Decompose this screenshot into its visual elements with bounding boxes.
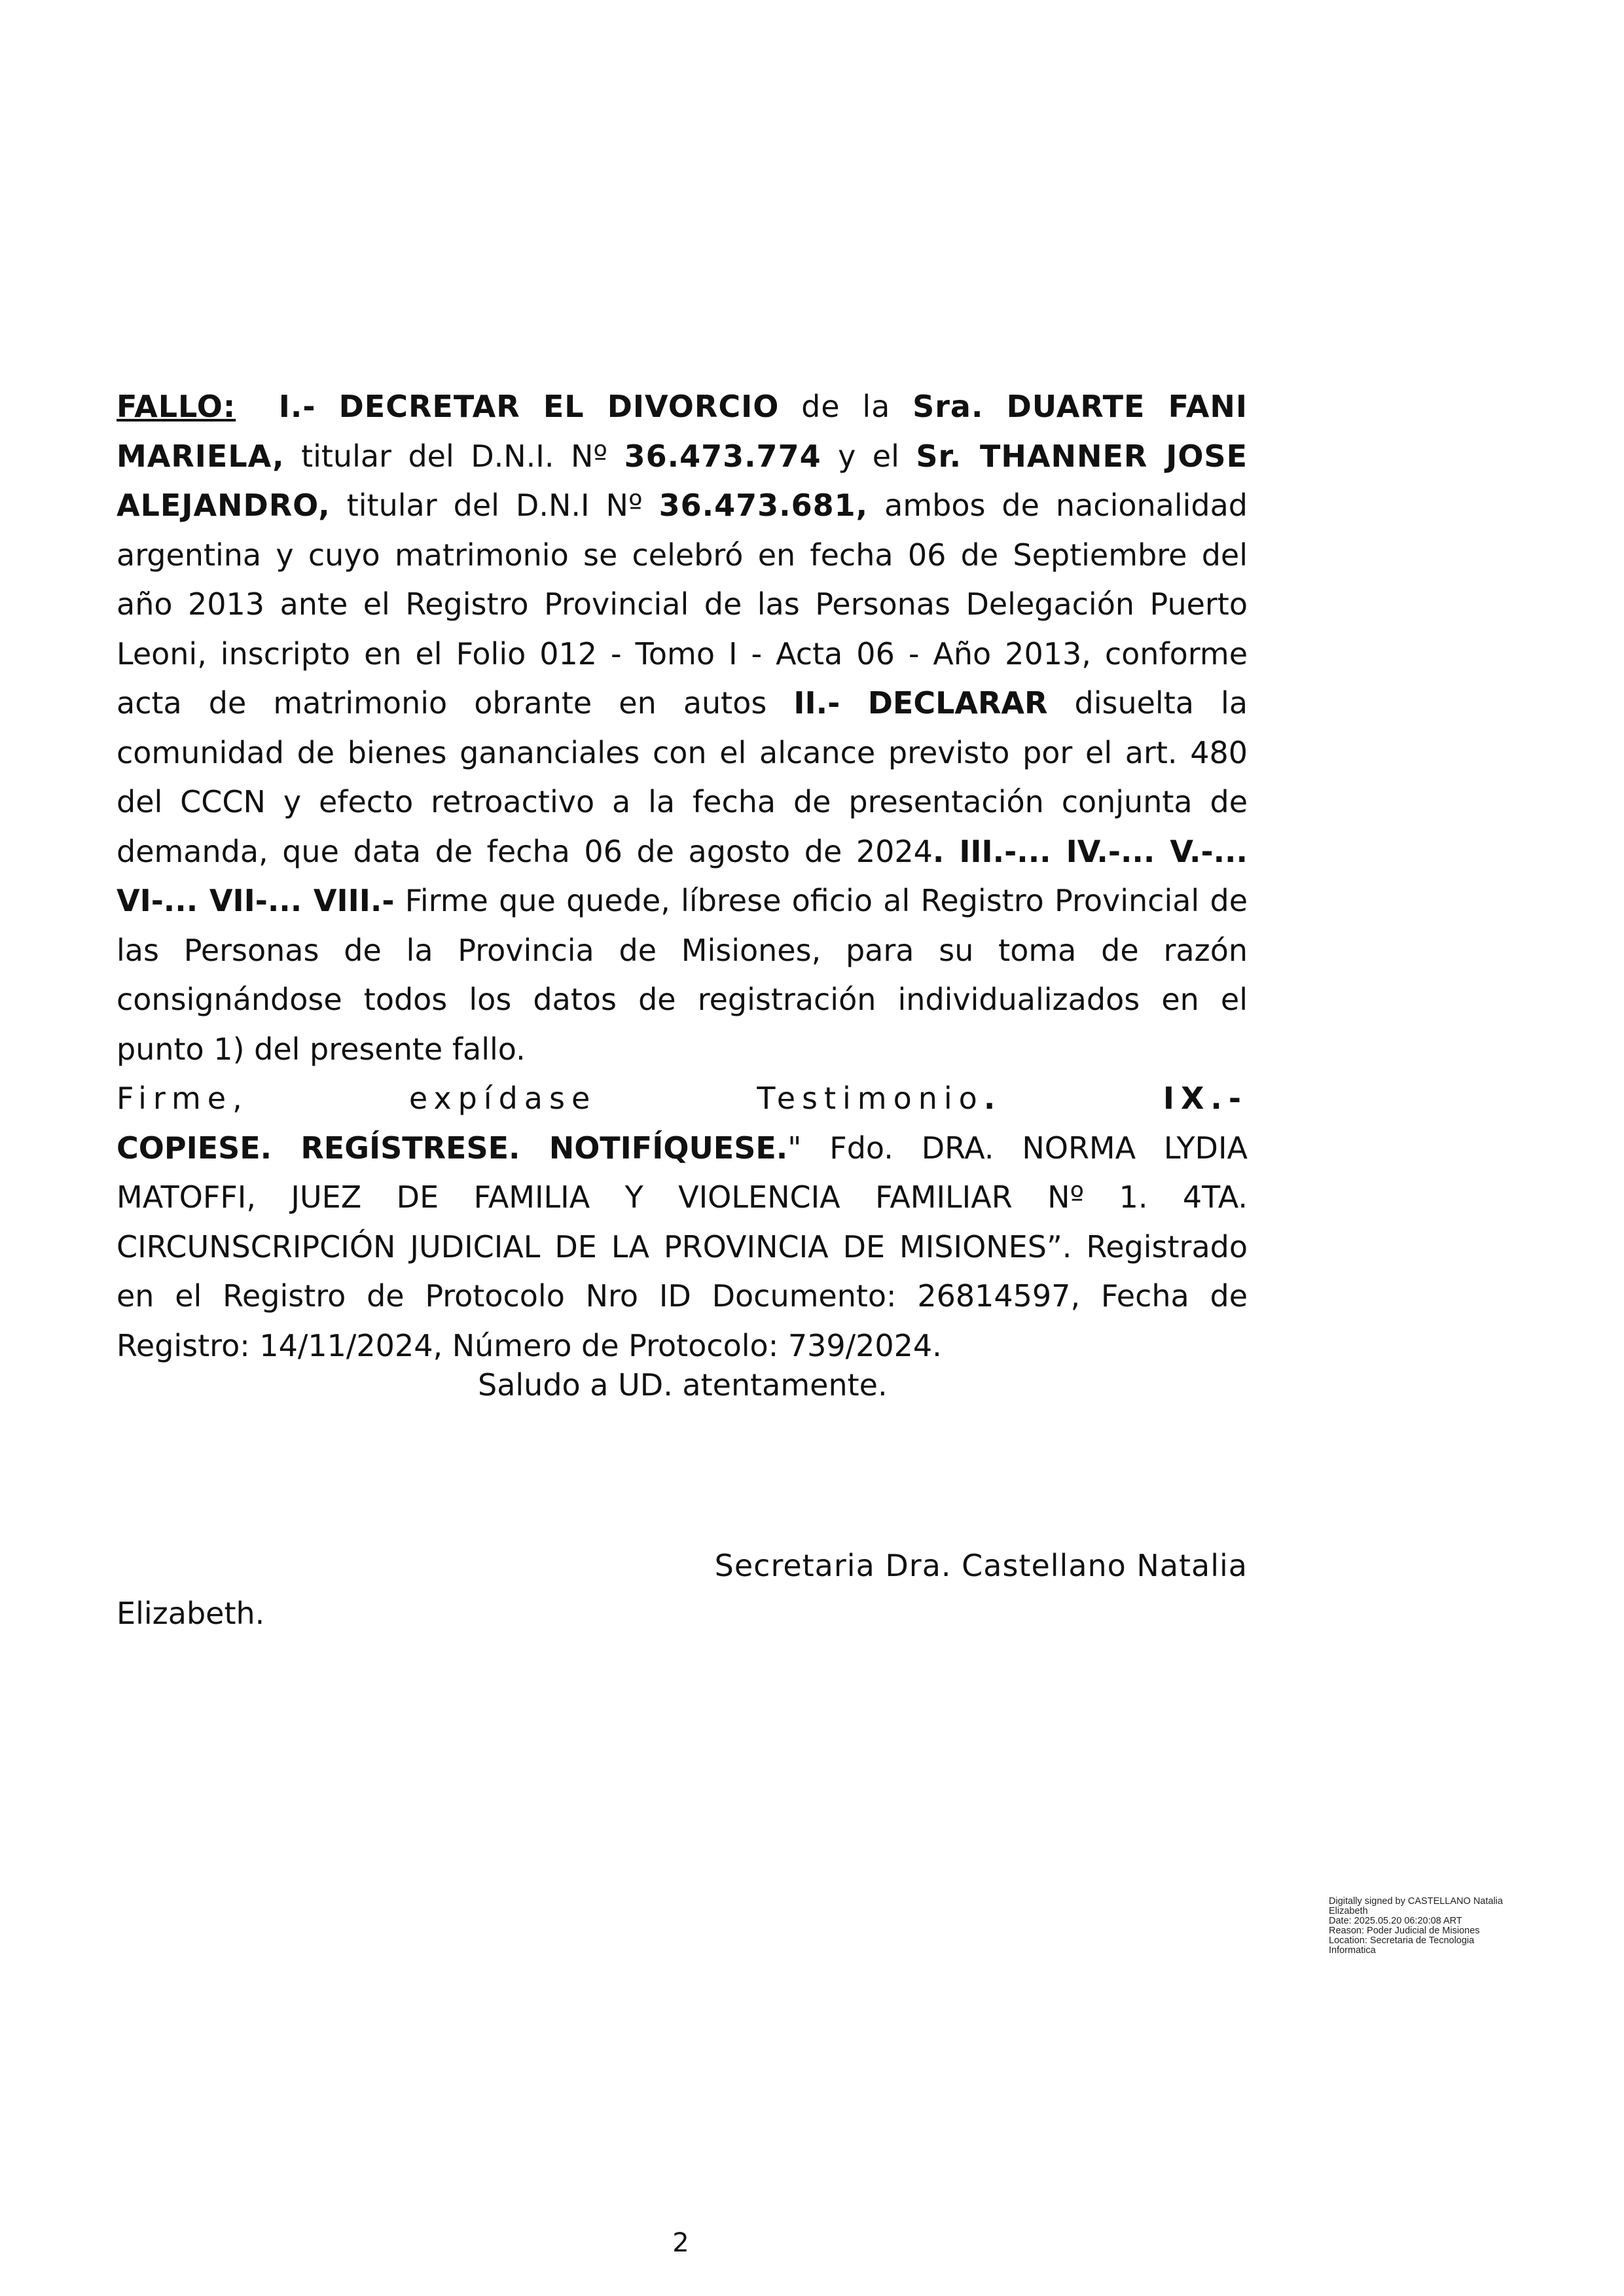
signature-line: Date: 2025.05.20 06:20:08 ART bbox=[1329, 1916, 1462, 1926]
ruling-label: FALLO: bbox=[117, 389, 236, 424]
party-one-dni: 36.473.774 bbox=[624, 438, 821, 474]
text-segment: Firme que quede, líbrese oficio al Registro Provincial de las Personas de la Provincia de Misiones, para su toma de razón consignándose todos los datos de registración individualizados en el punto 1) del presente fallo. bbox=[117, 883, 1248, 1067]
copy-register-notify: COPIESE. REGÍSTRESE. NOTIFÍQUESE. bbox=[117, 1130, 788, 1166]
closing-greeting: Saludo a UD. atentamente. bbox=[478, 1367, 888, 1403]
party-two-dni: 36.473.681, bbox=[659, 488, 869, 523]
testimony-line bbox=[117, 1074, 1248, 1124]
digital-signature-stamp bbox=[1329, 1897, 1564, 1956]
point-nine: . IX.- bbox=[983, 1081, 1248, 1116]
omitted-points: . III.-... IV.-... V.-... VI-... VII-... VIII.- bbox=[117, 833, 1248, 918]
text-segment: titular del D.N.I. Nº bbox=[284, 438, 624, 474]
signature-line: Digitally signed by CASTELLANO Natalia bbox=[1329, 1896, 1503, 1907]
party-two-name: Sr. THANNER JOSE ALEJANDRO, bbox=[117, 438, 1248, 523]
declare-dissolution: II.- DECLARAR bbox=[793, 685, 1048, 721]
signer-title: Secretaria Dra. Castellano Natalia bbox=[714, 1548, 1248, 1583]
page-number: 2 bbox=[672, 2228, 689, 2258]
party-one-name: Sra. DUARTE FANI MARIELA, bbox=[117, 389, 1248, 474]
signature-line: Reason: Poder Judicial de Misiones bbox=[1329, 1926, 1480, 1936]
text-segment: Firme, expídase Testimonio bbox=[117, 1081, 984, 1116]
signature-line: Location: Secretaria de Tecnologia bbox=[1329, 1935, 1475, 1946]
text-segment: titular del D.N.I Nº bbox=[330, 488, 659, 523]
decree-divorce: I.- DECRETAR EL DIVORCIO bbox=[278, 389, 780, 424]
signer-name-continuation: Elizabeth. bbox=[117, 1596, 265, 1631]
signature-line: Informatica bbox=[1329, 1945, 1376, 1956]
ruling-paragraph bbox=[117, 382, 1248, 1371]
signature-line: Elizabeth bbox=[1329, 1906, 1368, 1916]
text-segment: ambos de nacionalidad argentina y cuyo matrimonio se celebró en fecha 06 de Septiembre del año 2013 ante el Registro Provincial de las Personas Delegación Puerto Leoni, inscripto en el Folio 012 - Tomo I - Acta 06 - Año 2013, conforme acta de matrimonio obrante en autos bbox=[117, 488, 1248, 721]
text-segment: " Fdo. DRA. NORMA LYDIA MATOFFI, JUEZ DE FAMILIA Y VIOLENCIA FAMILIAR Nº 1. 4TA. CIRCUNSCRIPCIÓN JUDICIAL DE LA PROVINCIA DE MISIONES”. Registrado en el Registro de Protocolo Nro ID Documento: 26814597, Fecha de Registro: 14/11/2024, Número de Protocolo: 739/2024. bbox=[117, 1130, 1248, 1363]
text-segment: disuelta la comunidad de bienes gananciales con el alcance previsto por el art. 480 del CCCN y efecto retroactivo a la fecha de presentación conjunta de demanda, que data de fecha 06 de agosto de 2024 bbox=[117, 685, 1248, 869]
text-segment: de la bbox=[779, 389, 913, 424]
text-segment: y el bbox=[821, 438, 916, 474]
